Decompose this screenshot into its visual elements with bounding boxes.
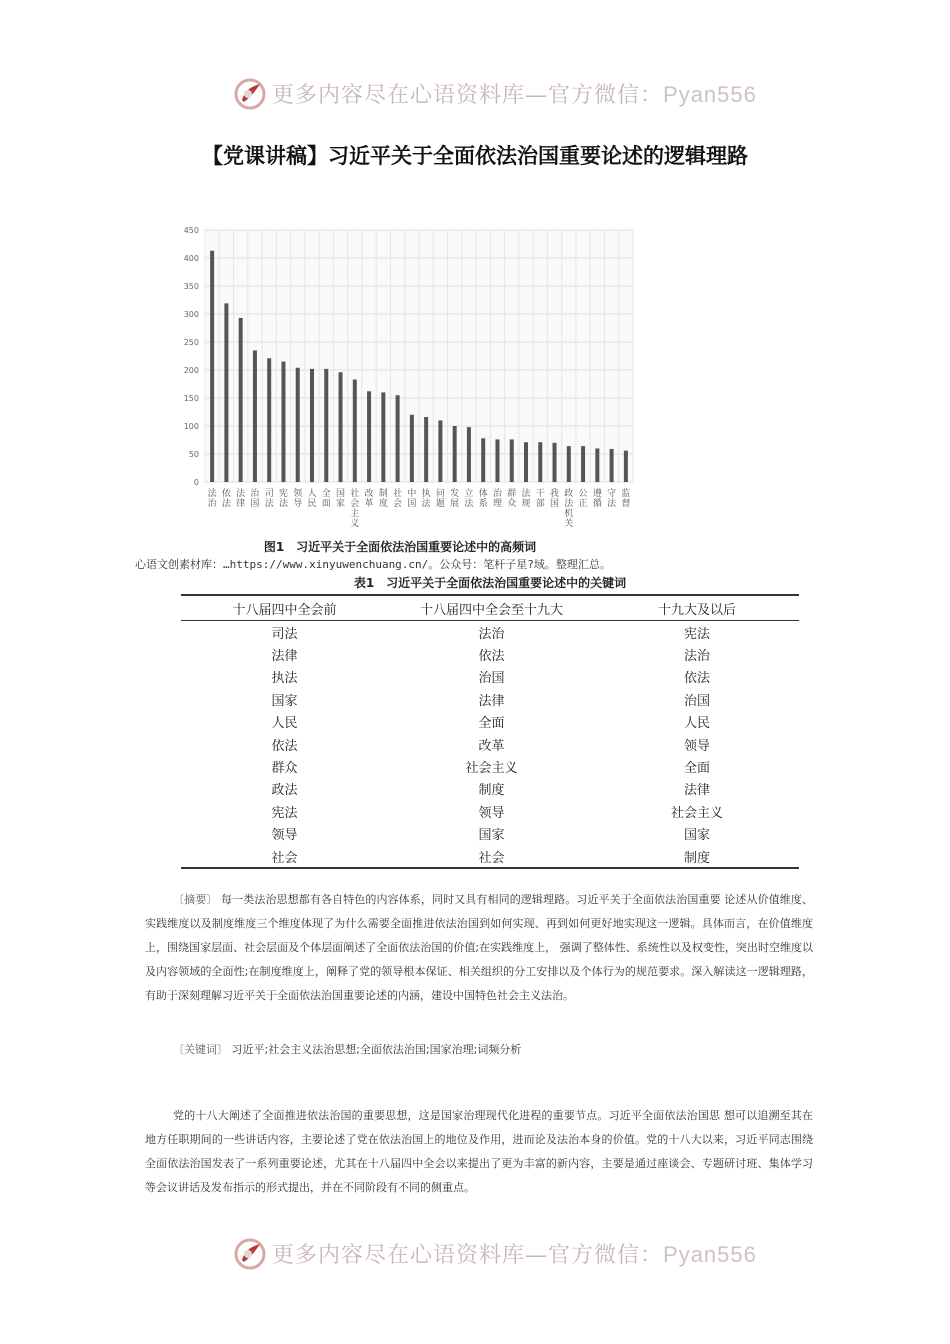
table-cell: 领导	[478, 805, 505, 821]
table-cell: 治国	[478, 671, 505, 687]
x-tick-label: 治理	[492, 489, 502, 509]
table-row	[181, 845, 799, 868]
bar	[267, 358, 271, 482]
table-cell: 宪法	[683, 626, 710, 642]
table-cell: 宪法	[271, 805, 298, 821]
keywords-label: 〔关键词〕	[173, 1043, 228, 1056]
y-tick-label: 400	[183, 254, 199, 263]
page-title: 【党课讲稿】习近平关于全面依法治国重要论述的逻辑理路	[202, 144, 748, 168]
x-tick-label: 政法机关	[564, 489, 574, 529]
y-tick-label: 50	[188, 450, 199, 459]
bar	[438, 420, 442, 482]
x-tick-label: 社会	[393, 489, 403, 509]
keywords-text: 习近平;社会主义法治思想;全面依法治国;国家治理;词频分析	[231, 1043, 522, 1056]
keywords-paragraph	[145, 1038, 813, 1062]
x-tick-label: 制度	[378, 489, 388, 509]
x-tick-label: 公正	[578, 489, 588, 509]
x-tick-label: 宪法	[278, 489, 288, 509]
bar	[381, 392, 385, 482]
banner-wechat-id: Pyan556	[663, 82, 757, 107]
table-cell: 全面	[683, 761, 710, 777]
table-cell: 依法	[271, 738, 298, 754]
banner-text	[272, 78, 757, 109]
y-tick-label: 450	[183, 226, 199, 235]
table-row	[181, 666, 799, 688]
table-caption: 表1 习近平关于全面依法治国重要论述中的关键词	[353, 576, 627, 590]
y-tick-label: 150	[183, 394, 199, 403]
bottom-banner	[0, 1230, 950, 1280]
table-cell: 法治	[683, 649, 710, 665]
x-tick-label: 群众	[507, 489, 517, 509]
table-cell: 社会主义	[465, 761, 518, 777]
x-tick-label: 司法	[264, 489, 274, 509]
bar	[524, 442, 528, 482]
table-cell: 治国	[683, 693, 710, 709]
x-tick-label: 依法	[221, 489, 231, 509]
table-row	[181, 711, 799, 733]
table-cell: 依法	[478, 649, 505, 665]
banner-text	[272, 1238, 757, 1269]
table-cell: 司法	[271, 626, 298, 642]
bar	[224, 303, 228, 482]
table-row	[181, 733, 799, 755]
y-tick-label: 100	[183, 422, 199, 431]
table-cell: 社会	[181, 845, 388, 868]
table-cell: 国家	[271, 693, 298, 709]
x-tick-label: 全面	[321, 489, 331, 509]
bar	[453, 426, 457, 482]
abstract-label: 〔摘要〕	[173, 893, 218, 906]
table-cell: 国家	[683, 828, 710, 844]
figure-caption: 图1 习近平关于全面依法治国重要论述中的高频词	[263, 540, 537, 554]
bar	[553, 443, 557, 482]
x-tick-label: 守法	[607, 489, 617, 509]
brand-logo-icon	[232, 76, 268, 112]
x-tick-label: 我国	[550, 489, 560, 509]
x-tick-label: 遵循	[592, 489, 602, 509]
x-tick-label: 立法	[464, 489, 474, 509]
table-cell: 国家	[478, 828, 505, 844]
table-cell: 领导	[271, 828, 298, 844]
y-tick-label: 300	[183, 310, 199, 319]
table-row	[181, 778, 799, 800]
bar	[481, 438, 485, 482]
bar	[281, 362, 285, 482]
brand-logo-icon	[232, 1236, 268, 1272]
bar	[210, 251, 214, 482]
bar	[396, 395, 400, 482]
table-cell: 法治	[478, 626, 505, 642]
table-cell: 社会主义	[670, 805, 723, 821]
table-cell: 改革	[478, 738, 505, 754]
table-row	[181, 800, 799, 822]
banner-slogan: 更多内容尽在心语资料库—官方微信：	[272, 83, 664, 108]
x-tick-label: 问题	[435, 489, 445, 509]
x-tick-label: 发展	[450, 489, 460, 509]
x-tick-label: 法治	[207, 489, 217, 509]
x-tick-label: 执法	[421, 489, 431, 509]
table-cell: 依法	[683, 671, 710, 687]
top-banner	[0, 70, 950, 120]
bar	[581, 446, 585, 482]
y-tick-label: 0	[193, 478, 199, 487]
bar	[567, 446, 571, 482]
bar	[367, 391, 371, 482]
table-cell: 群众	[271, 761, 298, 777]
bar	[253, 350, 257, 482]
intro-paragraph: 党的十八大阐述了全面推进依法治国的重要思想，这是国家治理现代化进程的重要节点。习近平全面依法治国思 想可以追溯至其在地方任职期间的一些讲话内容，主要论述了党在依法治国上的地位及作用，进而论及法治本身的价值。党的十八大以来，习近平同志围绕全面依法治国发表了一系列重要论述，尤其在十八届四中全会以来提出了更为丰富的新内容，主要是通过座谈会、专题研讨班、集体学习等会议讲话及发布指示的形式提出，并在不同阶段有不同的侧重点。	[145, 1109, 813, 1194]
x-tick-label: 体系	[478, 489, 488, 509]
table-cell: 法律	[271, 649, 298, 665]
table-cell: 社会	[388, 845, 595, 868]
x-tick-label: 监督	[621, 489, 631, 509]
bar	[296, 368, 300, 482]
table-header: 十九大及以后	[595, 595, 799, 621]
table-row	[181, 621, 799, 644]
table-cell: 全面	[478, 716, 505, 732]
table-row	[181, 643, 799, 665]
table-cell: 法律	[683, 783, 710, 799]
abstract-text: 每一类法治思想都有各自特色的内容体系，同时又具有相同的逻辑理路。习近平关于全面依法治国重要 论述从价值维度、实践维度以及制度维度三个维度体现了为什么需要全面推进依法治国到如何实现、再到如何更好地实现这一逻辑。具体而言，在价值维度上，围绕国家层面、社会层面及个体层面阐述了全面依法治国的价值;在实践维度上， 强调了整体性、系统性以及权变性，突出时空维度以及内容领域的全面性;在制度维度上，阐释了党的领导根本保证、相关组织的分工安排以及个体行为的规范要求。深入解读这一逻辑理路，有助于深刻理解习近平关于全面依法治国重要论述的内涵，建设中国特色社会主义法治。	[145, 893, 814, 1002]
x-tick-label: 治国	[250, 489, 260, 509]
table-cell: 制度	[478, 783, 505, 799]
bar	[424, 417, 428, 482]
x-tick-label: 法规	[521, 489, 531, 509]
bar	[624, 451, 628, 482]
bar	[610, 449, 614, 482]
bar	[239, 318, 243, 482]
source-line: 心语文创素材库：…https://www.xinyuwenchuang.cn/。公众号：笔杆子星?域。整理汇总。	[135, 558, 611, 571]
banner-wechat-id: Pyan556	[663, 1242, 757, 1267]
bar	[467, 427, 471, 482]
bar	[510, 439, 514, 482]
high-frequency-words-chart	[170, 220, 650, 530]
y-tick-label: 250	[183, 338, 199, 347]
table-cell: 人民	[271, 716, 298, 732]
keywords-table	[181, 594, 799, 869]
table-header: 十八届四中全会前	[181, 595, 388, 621]
banner-slogan: 更多内容尽在心语资料库—官方微信：	[272, 1243, 664, 1268]
table-row	[181, 688, 799, 710]
bar	[495, 439, 499, 482]
table-body	[181, 621, 799, 869]
x-tick-label: 法律	[236, 489, 246, 509]
x-tick-label: 改革	[364, 489, 374, 509]
x-tick-label: 人民	[307, 489, 317, 509]
y-tick-label: 350	[183, 282, 199, 291]
x-tick-label: 国家	[336, 489, 346, 509]
y-tick-label: 200	[183, 366, 199, 375]
table-cell: 法律	[478, 693, 505, 709]
table-row	[181, 823, 799, 845]
x-tick-label: 干部	[535, 489, 545, 509]
table-cell: 执法	[271, 671, 298, 687]
table-header: 十八届四中全会至十九大	[388, 595, 595, 621]
table-cell: 领导	[683, 738, 710, 754]
bar	[339, 372, 343, 482]
bar	[410, 415, 414, 482]
bar	[310, 369, 314, 482]
x-tick-label: 社会主义	[350, 489, 360, 529]
table-cell: 人民	[683, 716, 710, 732]
bar	[538, 442, 542, 482]
table-cell: 政法	[271, 783, 298, 799]
abstract-paragraph	[145, 888, 813, 1008]
x-tick-label: 领导	[293, 489, 303, 509]
table-cell: 制度	[595, 845, 799, 868]
bar	[595, 448, 599, 482]
bar	[353, 380, 357, 482]
bar	[324, 369, 328, 482]
table-header-row	[181, 595, 799, 621]
table-row	[181, 755, 799, 777]
x-tick-label: 中国	[407, 489, 417, 509]
